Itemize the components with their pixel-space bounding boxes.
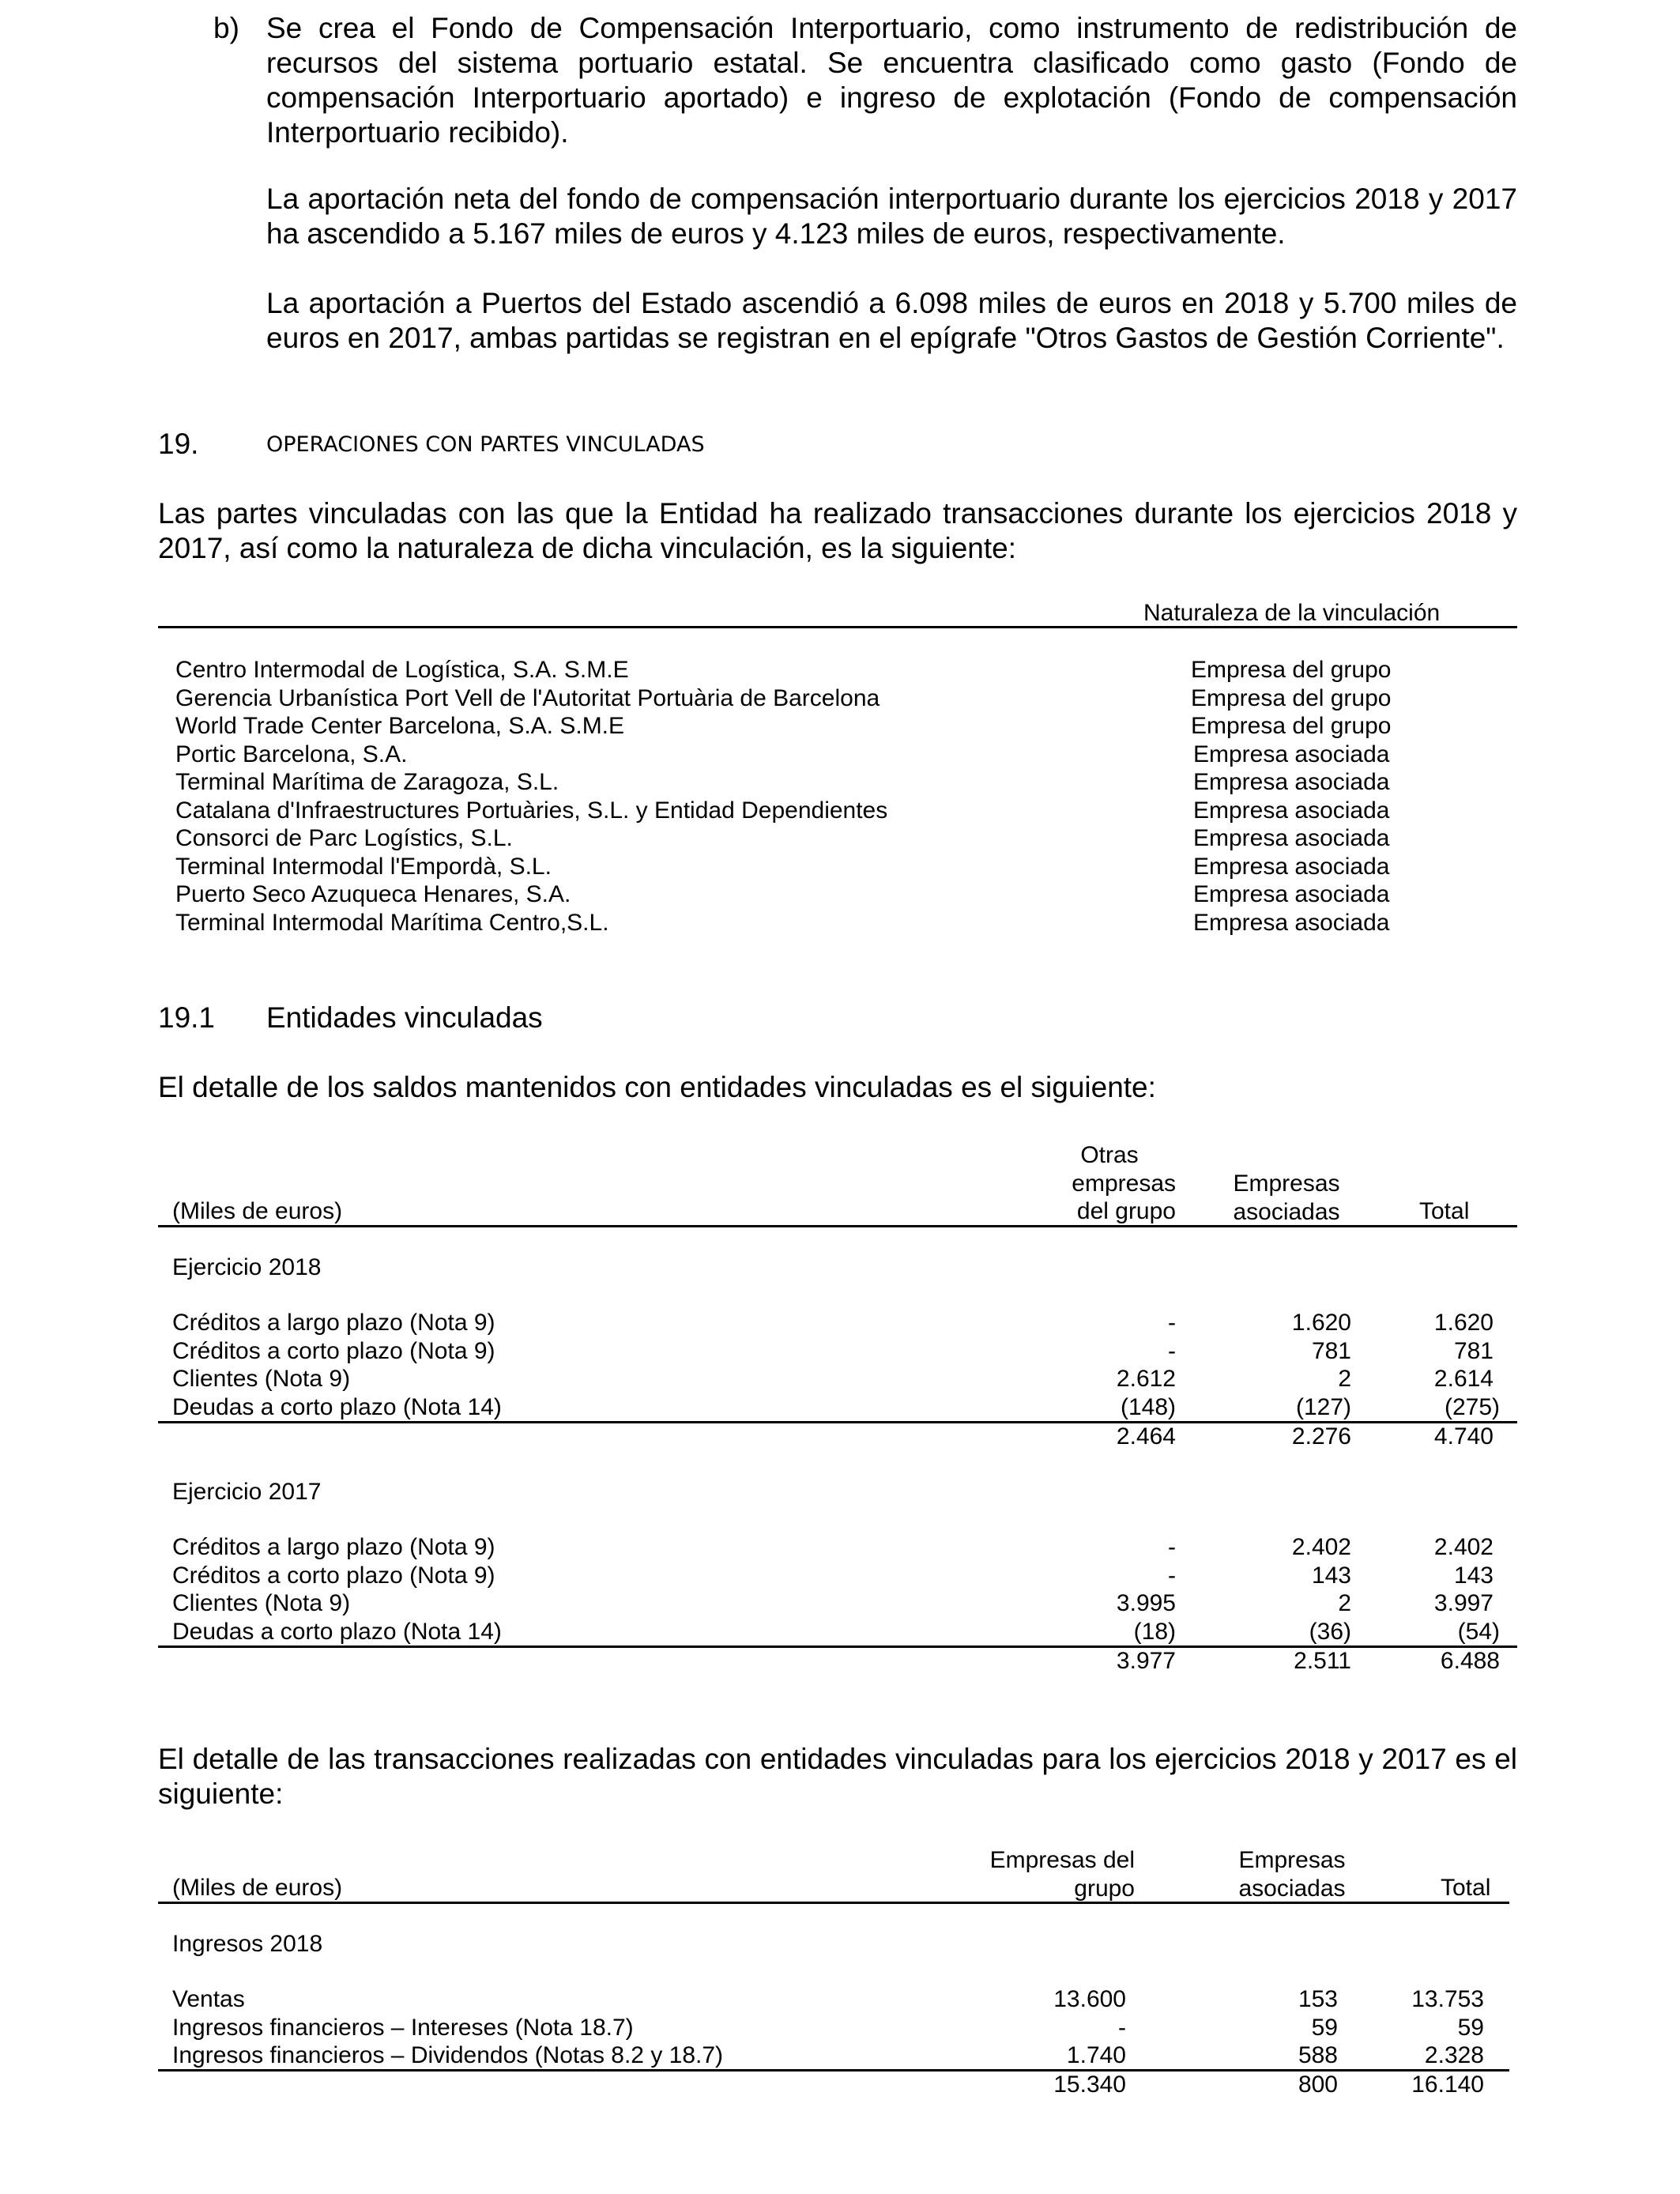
row-label: Clientes (Nota 9) — [172, 1590, 351, 1616]
table-row — [0, 2041, 1680, 2070]
row-value-group: - — [1118, 2014, 1126, 2041]
row-label: Clientes (Nota 9) — [172, 1366, 351, 1392]
table-row — [0, 1985, 1680, 2014]
row-value-group: - — [1168, 1310, 1176, 1336]
party-nature: Empresa asociada — [1193, 741, 1390, 767]
transactions-col2-line1: Empresas — [1238, 1847, 1346, 1873]
transactions-col3-header: Total — [1441, 1875, 1491, 1901]
row-value-total: 2.614 — [1433, 1366, 1494, 1392]
party-row — [158, 768, 1517, 797]
table-row — [0, 2014, 1680, 2042]
party-row — [158, 880, 1517, 909]
party-name: Catalana d'Infraestructures Portuàries, S.L. y Entidad Dependientes — [175, 797, 888, 824]
table-row — [0, 1309, 1680, 1337]
section-19-1-title: Entidades vinculadas — [266, 1001, 543, 1034]
row-value-total: 2.402 — [1433, 1534, 1494, 1560]
balances-2017-rows — [0, 1533, 1680, 1652]
transactions-units: (Miles de euros) — [172, 1875, 343, 1901]
party-row — [158, 712, 1517, 741]
row-value-group: - — [1168, 1337, 1176, 1364]
row-value-total: 2.328 — [1424, 2042, 1484, 2068]
parties-table-header: Naturaleza de la vinculación — [1143, 600, 1441, 626]
row-label: Deudas a corto plazo (Nota 14) — [172, 1393, 502, 1420]
section-b-paragraph-3: La aportación a Puertos del Estado ascendió a 6.098 miles de euros en 2018 y 5.700 miles de euros en 2017, ambas partidas se registran en el epígrafe "Otros Gastos de Gestión Corriente". — [266, 287, 1517, 354]
transactions-intro: El detalle de las transacciones realizadas con entidades vinculadas para los ejercicios 2018 y 2017 es el siguiente: — [158, 1743, 1517, 1810]
party-row — [158, 853, 1517, 881]
row-value-total: (54) — [1457, 1618, 1500, 1645]
row-value-associated: 1.620 — [1291, 1310, 1351, 1336]
party-nature: Empresa del grupo — [1191, 684, 1392, 711]
balances-intro: El detalle de los saldos mantenidos con entidades vinculadas es el siguiente: — [158, 1071, 1156, 1103]
section-19-1-number: 19.1 — [158, 1001, 216, 1034]
balances-year-2018-label: Ejercicio 2018 — [172, 1254, 322, 1280]
party-name: Portic Barcelona, S.A. — [175, 741, 408, 767]
row-value-associated: 59 — [1311, 2014, 1338, 2041]
row-value-group: 1.740 — [1066, 2042, 1126, 2068]
parties-table — [158, 656, 1517, 941]
transactions-header-rule — [158, 1902, 1509, 1904]
party-name: Terminal Intermodal l'Empordà, S.L. — [175, 853, 552, 880]
total-value-total: 6.488 — [1440, 1648, 1500, 1674]
party-row — [158, 909, 1517, 937]
party-nature: Empresa del grupo — [1191, 713, 1392, 739]
total-value-group: 2.464 — [1116, 1423, 1176, 1449]
row-value-associated: 143 — [1311, 1562, 1351, 1589]
party-name: Gerencia Urbanística Port Vell de l'Autoritat Portuària de Barcelona — [175, 684, 880, 711]
section-b-marker: b) — [213, 12, 239, 44]
row-value-associated: 153 — [1298, 1986, 1338, 2012]
row-value-associated: 2 — [1338, 1366, 1351, 1392]
table-row — [0, 1337, 1680, 1366]
section-b-paragraph-2: La aportación neta del fondo de compensación interportuario durante los ejercicios 2018 y 2017 ha ascendido a 5.167 miles de euros y 4.123 miles de euros, respectivamente. — [266, 183, 1517, 250]
balances-col1-line3: del grupo — [1076, 1198, 1176, 1224]
party-row — [158, 656, 1517, 684]
total-value-total: 4.740 — [1433, 1423, 1494, 1449]
row-value-total: 13.753 — [1411, 1986, 1484, 2012]
transactions-total-row — [0, 2071, 1680, 2099]
row-label: Ingresos financieros – Dividendos (Notas 8.2 y 18.7) — [172, 2042, 724, 2068]
row-value-associated: (127) — [1295, 1393, 1351, 1420]
row-value-total: (275) — [1444, 1393, 1500, 1420]
party-name: Consorci de Parc Logístics, S.L. — [175, 825, 513, 851]
section-19-title: OPERACIONES CON PARTES VINCULADAS — [266, 432, 705, 457]
balances-col2-header — [1223, 1170, 1350, 1226]
party-nature: Empresa asociada — [1193, 853, 1390, 880]
party-row — [158, 741, 1517, 769]
row-label: Ingresos financieros – Intereses (Nota 18.7) — [172, 2014, 634, 2041]
party-nature: Empresa asociada — [1193, 909, 1390, 936]
total-value-associated: 2.511 — [1294, 1648, 1351, 1674]
balances-col3-header: Total — [1419, 1198, 1470, 1224]
transactions-col1-line2: grupo — [1074, 1875, 1135, 1902]
section-b-paragraph-1: Se crea el Fondo de Compensación Interportuario, como instrumento de redistribución de recursos del sistema portuario estatal. Se encuentra clasificado como gasto (Fondo de compensación Interportuario aportado) e ingreso de explotación (Fondo de compensación Interportuario recibido). — [266, 12, 1517, 149]
balances-col1-line1: Otras — [1080, 1142, 1139, 1168]
row-value-group: - — [1168, 1534, 1176, 1560]
row-value-group: 13.600 — [1053, 1986, 1126, 2012]
table-row — [0, 1393, 1680, 1422]
party-name: World Trade Center Barcelona, S.A. S.M.E — [175, 713, 625, 739]
party-row — [158, 684, 1517, 713]
row-label: Ventas — [172, 1986, 245, 2012]
balances-col1-line2: empresas — [1072, 1170, 1176, 1197]
table-row — [0, 1365, 1680, 1393]
party-name: Centro Intermodal de Logística, S.A. S.M.E — [175, 657, 629, 683]
transactions-rows — [0, 1985, 1680, 2072]
row-value-group: 2.612 — [1116, 1366, 1176, 1392]
balances-units: (Miles de euros) — [172, 1198, 343, 1224]
row-label: Créditos a corto plazo (Nota 9) — [172, 1337, 495, 1364]
table-row — [0, 1589, 1680, 1618]
party-row — [158, 797, 1517, 825]
total-value-associated: 2.276 — [1291, 1423, 1351, 1449]
row-value-associated: 2 — [1338, 1590, 1351, 1616]
balances-2018-rows — [0, 1309, 1680, 1427]
row-value-total: 3.997 — [1433, 1590, 1494, 1616]
balances-header-rule — [158, 1225, 1517, 1227]
total-value-total: 16.140 — [1411, 2071, 1484, 2098]
table-row — [0, 1562, 1680, 1590]
total-value-group: 15.340 — [1053, 2071, 1126, 2098]
balances-2018-total-row — [0, 1423, 1680, 1451]
party-nature: Empresa asociada — [1193, 797, 1390, 824]
party-name: Terminal Marítima de Zaragoza, S.L. — [175, 769, 559, 795]
section-19-intro: Las partes vinculadas con las que la Entidad ha realizado transacciones durante los ejercicios 2018 y 2017, así como la naturaleza de dicha vinculación, es la siguiente: — [158, 497, 1517, 564]
total-value-associated: 800 — [1298, 2071, 1338, 2098]
party-nature: Empresa asociada — [1193, 769, 1390, 795]
transactions-group-label: Ingresos 2018 — [172, 1931, 323, 1957]
balances-col2-line1: Empresas — [1233, 1171, 1340, 1197]
row-value-group: 3.995 — [1116, 1590, 1176, 1616]
party-nature: Empresa asociada — [1193, 825, 1390, 851]
row-label: Deudas a corto plazo (Nota 14) — [172, 1618, 502, 1645]
balances-2017-total-row — [0, 1647, 1680, 1676]
row-value-associated: 588 — [1298, 2042, 1338, 2068]
section-19-number: 19. — [158, 428, 199, 460]
transactions-col1-header — [948, 1846, 1135, 1902]
row-value-group: (148) — [1120, 1393, 1176, 1420]
table-row — [0, 1533, 1680, 1562]
balances-col1-header — [1011, 1141, 1176, 1226]
party-name: Puerto Seco Azuqueca Henares, S.A. — [175, 881, 571, 907]
row-value-total: 1.620 — [1433, 1310, 1494, 1336]
parties-table-rule — [158, 626, 1517, 628]
transactions-col2-header — [1229, 1846, 1355, 1902]
row-value-group: - — [1168, 1562, 1176, 1589]
party-nature: Empresa del grupo — [1191, 657, 1392, 683]
table-row — [0, 1618, 1680, 1646]
row-value-total: 143 — [1453, 1562, 1494, 1589]
party-name: Terminal Intermodal Marítima Centro,S.L. — [175, 909, 609, 936]
row-value-associated: (36) — [1309, 1618, 1351, 1645]
transactions-col2-line2: asociadas — [1238, 1875, 1346, 1902]
row-value-total: 59 — [1457, 2014, 1484, 2041]
row-label: Créditos a largo plazo (Nota 9) — [172, 1534, 495, 1560]
balances-col2-line2: asociadas — [1233, 1198, 1340, 1225]
row-label: Créditos a corto plazo (Nota 9) — [172, 1562, 495, 1589]
transactions-col1-line1: Empresas del — [989, 1847, 1135, 1873]
row-label: Créditos a largo plazo (Nota 9) — [172, 1310, 495, 1336]
row-value-associated: 2.402 — [1291, 1534, 1351, 1560]
party-row — [158, 824, 1517, 853]
total-value-group: 3.977 — [1116, 1648, 1176, 1674]
party-nature: Empresa asociada — [1193, 881, 1390, 907]
balances-year-2017-label: Ejercicio 2017 — [172, 1479, 322, 1505]
row-value-associated: 781 — [1311, 1337, 1351, 1364]
row-value-total: 781 — [1453, 1337, 1494, 1364]
row-value-group: (18) — [1133, 1618, 1176, 1645]
